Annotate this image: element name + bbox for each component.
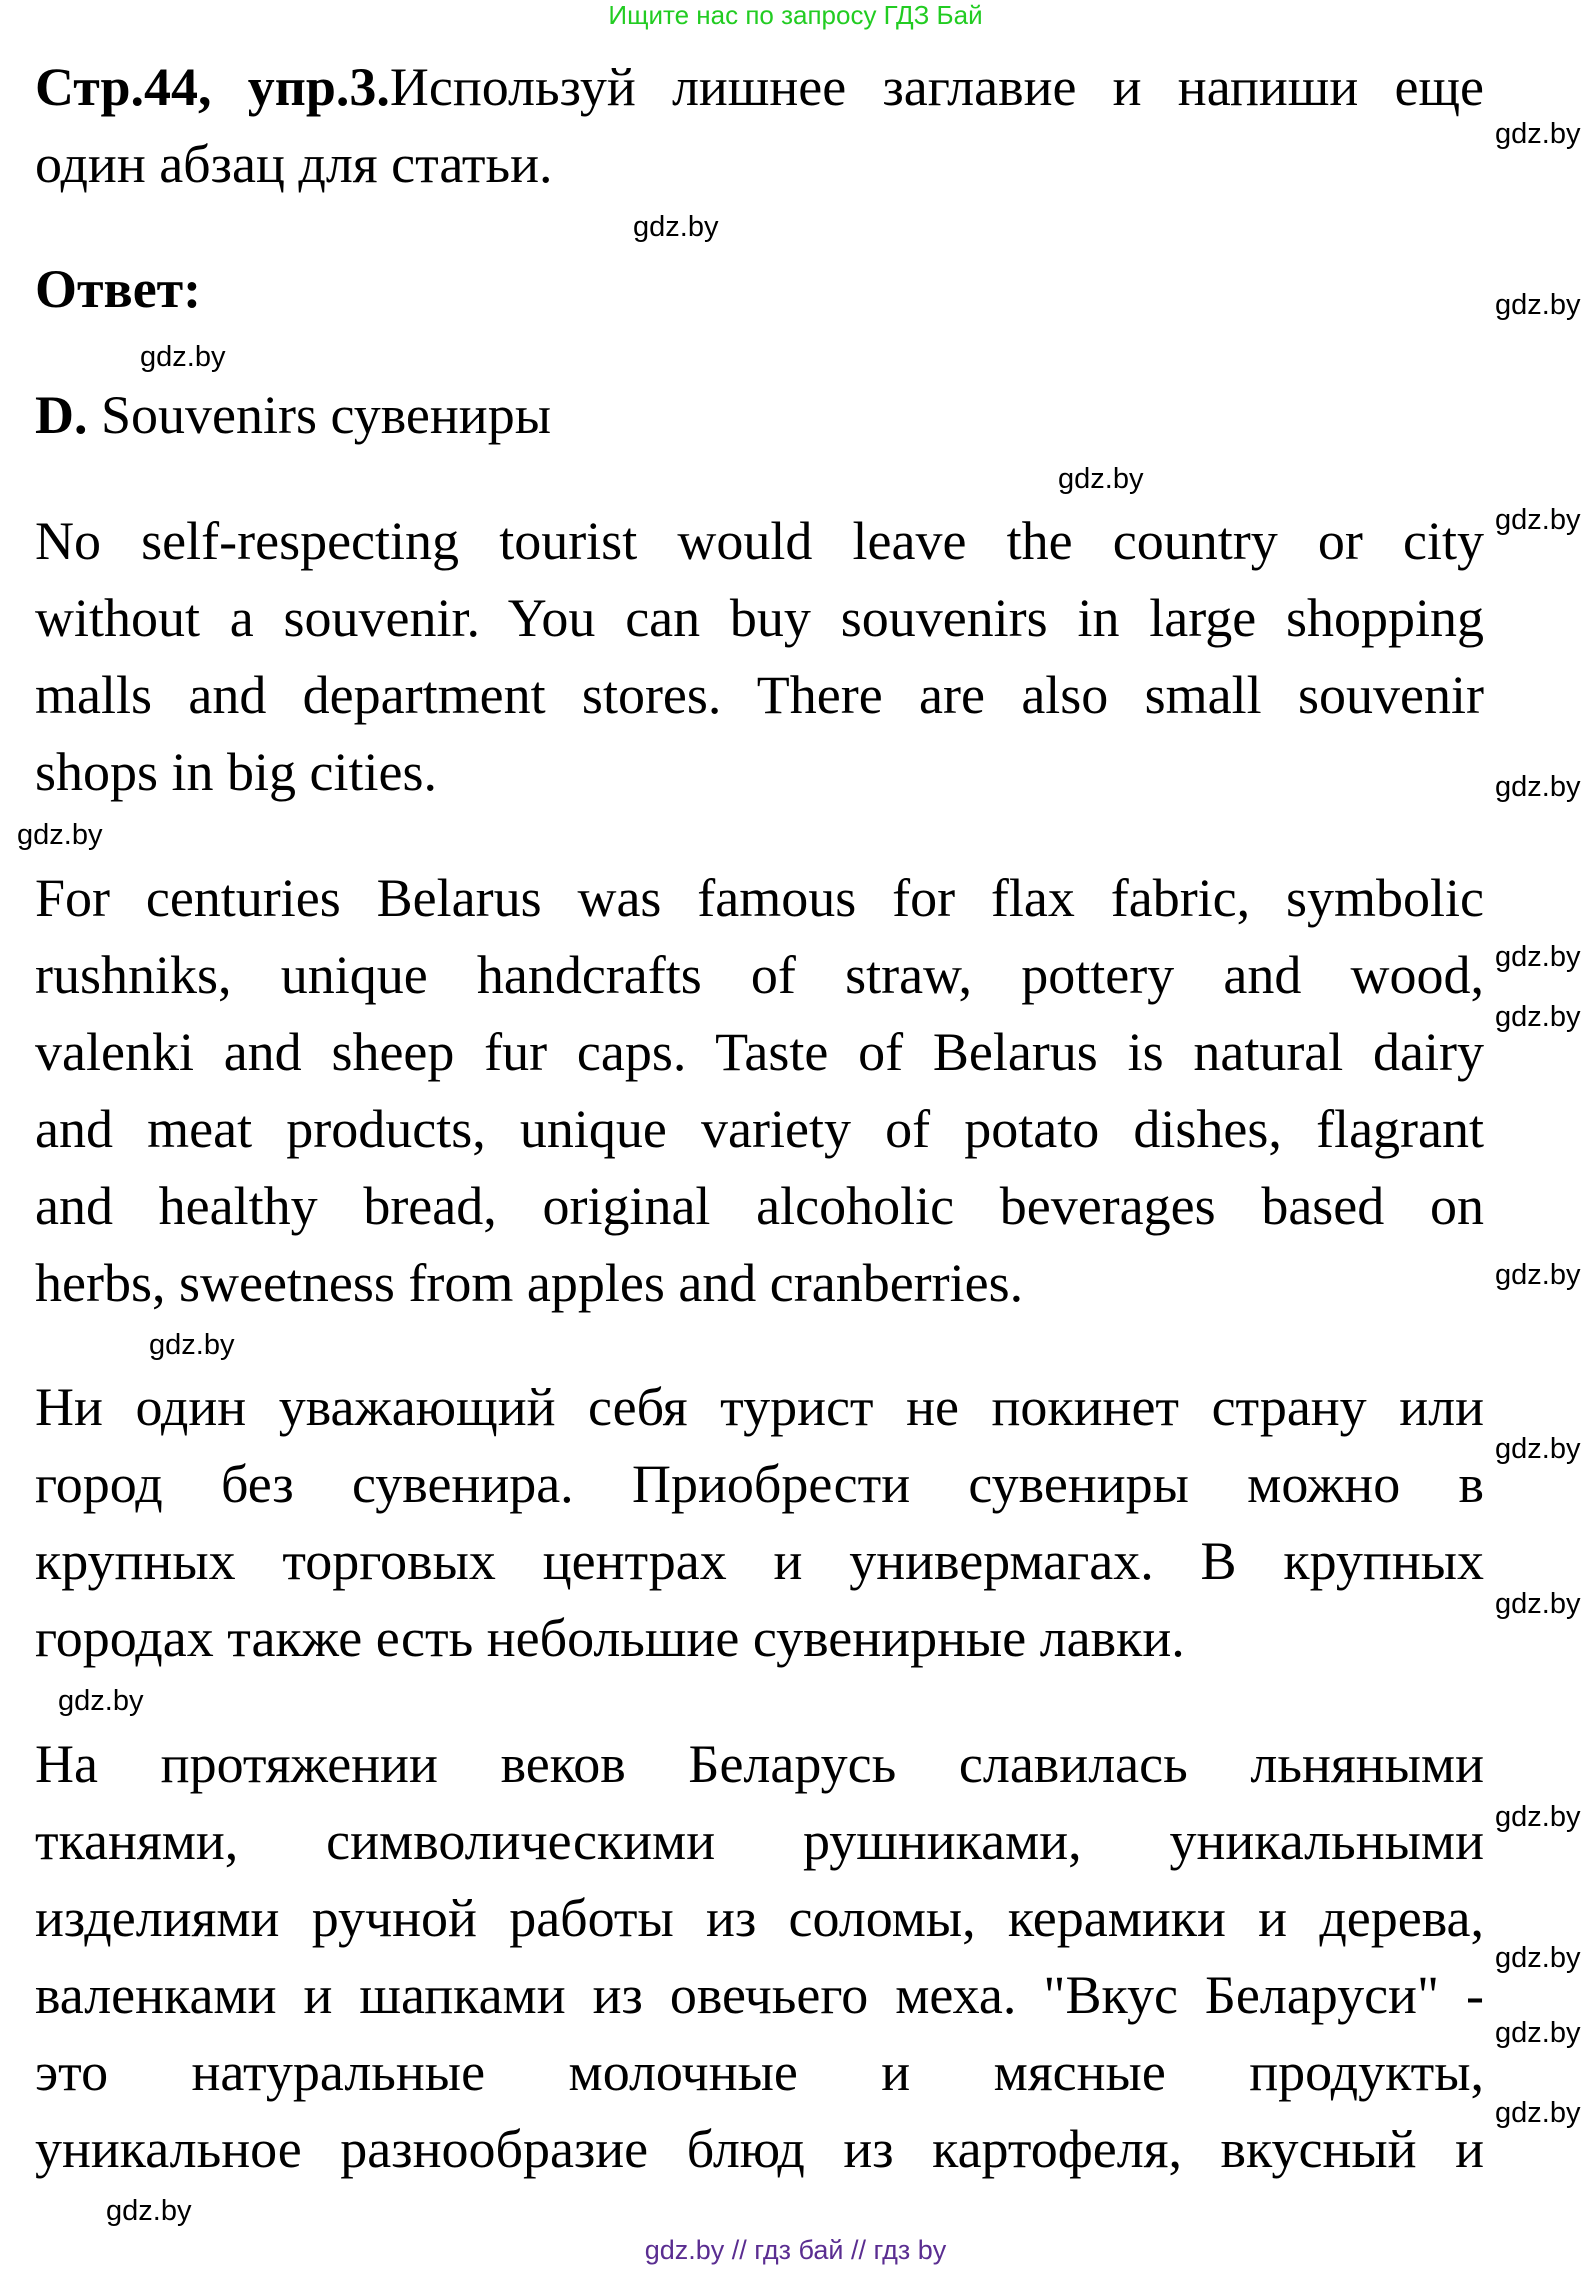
watermark: gdz.by bbox=[17, 819, 103, 851]
watermark: gdz.by bbox=[1495, 1588, 1581, 1620]
paragraph-line: город без сувенира. Приобрести сувениры можно в bbox=[35, 1454, 1484, 1514]
paragraph-line: shops in big cities. bbox=[35, 742, 437, 802]
paragraph-line: крупных торговых центрах и универмагах. В крупных bbox=[35, 1531, 1484, 1591]
watermark: gdz.by bbox=[1495, 504, 1581, 536]
watermark: gdz.by bbox=[1495, 1942, 1581, 1974]
watermark: gdz.by bbox=[633, 211, 719, 243]
paragraph-3 bbox=[35, 1369, 1484, 1677]
paragraph-4 bbox=[35, 1726, 1484, 2188]
paragraph-line: and healthy bread, original alcoholic beverages based on bbox=[35, 1176, 1484, 1236]
answer-label-text: Ответ: bbox=[35, 259, 202, 319]
paragraph-line: No self-respecting tourist would leave the country or city bbox=[35, 511, 1484, 571]
watermark: gdz.by bbox=[1495, 1433, 1581, 1465]
paragraph-1 bbox=[35, 503, 1484, 811]
watermark: gdz.by bbox=[149, 1329, 235, 1361]
watermark: gdz.by bbox=[1495, 1259, 1581, 1291]
paragraph-line: rushniks, unique handcrafts of straw, pottery and wood, bbox=[35, 945, 1484, 1005]
watermark: gdz.by bbox=[1495, 118, 1581, 150]
paragraph-line: уникальное разнообразие блюд из картофеля, вкусный и bbox=[35, 2119, 1484, 2179]
watermark: gdz.by bbox=[1495, 2017, 1581, 2049]
task-ref: Стр.44, упр.3. bbox=[35, 57, 390, 117]
paragraph-line: herbs, sweetness from apples and cranberries. bbox=[35, 1253, 1024, 1313]
watermark: gdz.by bbox=[140, 341, 226, 373]
paragraph-line: malls and department stores. There are also small souvenir bbox=[35, 665, 1484, 725]
paragraph-2 bbox=[35, 860, 1484, 1322]
paragraph-line: without a souvenir. You can buy souvenirs in large shopping bbox=[35, 588, 1484, 648]
search-hint-link[interactable]: Ищите нас по запросу ГДЗ Бай bbox=[608, 0, 983, 30]
paragraph-line: это натуральные молочные и мясные продукты, bbox=[35, 2042, 1484, 2102]
watermark: gdz.by bbox=[1495, 771, 1581, 803]
watermark: gdz.by bbox=[1495, 941, 1581, 973]
section-title-text: Souvenirs сувениры bbox=[101, 385, 551, 445]
paragraph-line: изделиями ручной работы из соломы, керамики и дерева, bbox=[35, 1888, 1484, 1948]
task-line-1 bbox=[35, 49, 1484, 126]
paragraph-line: valenki and sheep fur caps. Taste of Belarus is natural dairy bbox=[35, 1022, 1484, 1082]
paragraph-line: тканями, символическими рушниками, уникальными bbox=[35, 1811, 1484, 1871]
watermark: gdz.by bbox=[1495, 1001, 1581, 1033]
task-text: Используй лишнее заглавие и напиши еще bbox=[389, 57, 1484, 117]
paragraph-line: For centuries Belarus was famous for flax fabric, symbolic bbox=[35, 868, 1484, 928]
paragraph-line: городах также есть небольшие сувенирные лавки. bbox=[35, 1608, 1185, 1668]
paragraph-line: Ни один уважающий себя турист не покинет страну или bbox=[35, 1377, 1484, 1437]
answer-label bbox=[35, 251, 1484, 328]
paragraph-line: and meat products, unique variety of potato dishes, flagrant bbox=[35, 1099, 1484, 1159]
paragraph-line: На протяжении веков Беларусь славилась льняными bbox=[35, 1734, 1484, 1794]
watermark: gdz.by bbox=[1495, 1801, 1581, 1833]
watermark: gdz.by bbox=[58, 1685, 144, 1717]
section-letter: D. bbox=[35, 385, 88, 445]
paragraph-line: валенками и шапками из овечьего меха. "Вкус Беларуси" - bbox=[35, 1965, 1484, 2025]
footer-links[interactable]: gdz.by // гдз бай // гдз by bbox=[644, 2235, 947, 2265]
task-heading bbox=[35, 49, 1484, 203]
task-line-2: один абзац для статьи. bbox=[35, 134, 553, 194]
watermark: gdz.by bbox=[1058, 463, 1144, 495]
section-title bbox=[35, 377, 1484, 454]
watermark: gdz.by bbox=[1495, 2097, 1581, 2129]
watermark: gdz.by bbox=[1495, 289, 1581, 321]
watermark: gdz.by bbox=[106, 2195, 192, 2227]
